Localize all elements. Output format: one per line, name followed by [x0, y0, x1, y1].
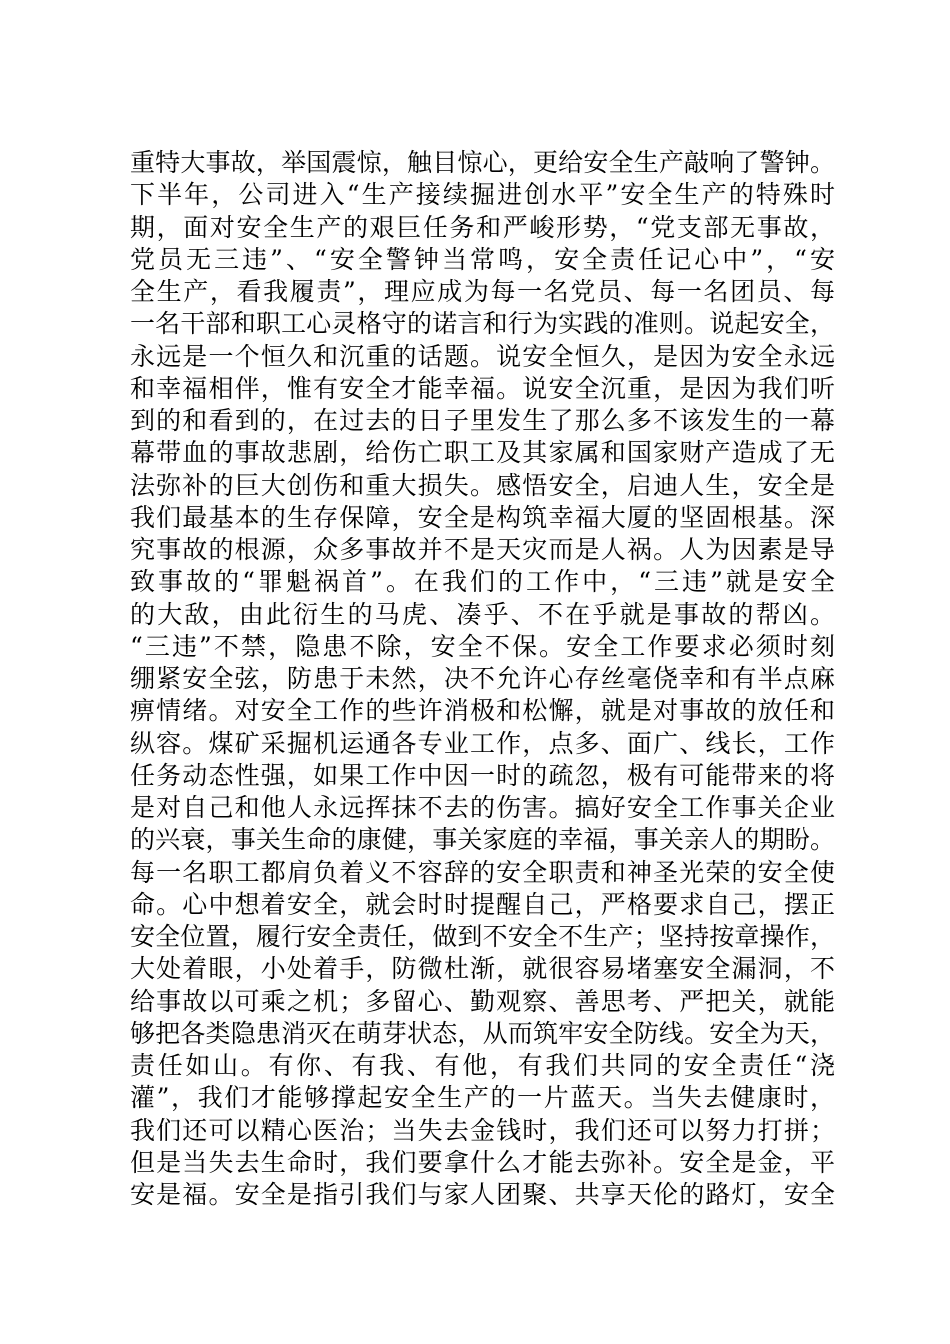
text-line: 痹情绪。对安全工作的些许消极和松懈，就是对事故的放任和: [130, 696, 835, 726]
text-line: 每一名职工都肩负着义不容辞的安全职责和神圣光荣的安全使: [130, 857, 835, 887]
text-line: 但是当失去生命时，我们要拿什么才能去弥补。安全是金，平: [130, 1147, 835, 1177]
text-line: “三违”不禁，隐患不除，安全不保。安全工作要求必须时刻: [130, 631, 835, 661]
text-line: 安全位置，履行安全责任，做到不安全不生产；坚持按章操作，: [130, 922, 835, 951]
text-line: 纵容。煤矿采掘机运通各专业工作，点多、面广、线长，工作: [130, 728, 835, 758]
text-line: 永远是一个恒久和沉重的话题。说安全恒久，是因为安全永远: [130, 341, 835, 371]
text-line: 和幸福相伴，惟有安全才能幸福。说安全沉重，是因为我们听: [130, 373, 835, 403]
text-line: 任务动态性强，如果工作中因一时的疏忽，极有可能带来的将: [130, 760, 835, 790]
text-line: 幕带血的事故悲剧，给伤亡职工及其家属和国家财产造成了无: [130, 438, 835, 468]
text-line: 一名干部和职工心灵格守的诺言和行为实践的准则。说起安全，: [130, 309, 835, 339]
text-line: 绷紧安全弦，防患于未然，决不允许心存丝毫侥幸和有半点麻: [130, 664, 835, 693]
text-line: 我们最基本的生存保障，安全是构筑幸福大厦的坚固根基。深: [130, 502, 835, 532]
text-line: 致事故的“罪魁祸首”。在我们的工作中，“三违”就是安全: [130, 567, 835, 597]
text-line: 党员无三违”、“安全警钟当常鸣，安全责任记心中”，“安: [130, 244, 835, 274]
text-line: 够把各类隐患消灭在萌芽状态，从而筑牢安全防线。安全为天，: [130, 1018, 835, 1048]
text-line: 命。心中想着安全，就会时时提醒自己，严格要求自己，摆正: [130, 889, 835, 919]
text-line: 下半年，公司进入“生产接续掘进创水平”安全生产的特殊时: [130, 180, 835, 210]
text-line: 我们还可以精心医治；当失去金钱时，我们还可以努力打拼；: [130, 1115, 835, 1145]
text-line: 灌”，我们才能够撑起安全生产的一片蓝天。当失去健康时，: [130, 1083, 835, 1113]
text-line: 的兴衰，事关生命的康健，事关家庭的幸福，事关亲人的期盼。: [130, 825, 835, 855]
text-line: 到的和看到的，在过去的日子里发生了那么多不该发生的一幕: [130, 406, 835, 435]
text-line: 责任如山。有你、有我、有他，有我们共同的安全责任“浇: [130, 1051, 835, 1080]
text-line: 给事故以可乘之机；多留心、勤观察、善思考、严把关，就能: [130, 986, 835, 1016]
text-line: 安是福。安全是指引我们与家人团聚、共享天伦的路灯，安全: [130, 1180, 835, 1209]
text-line: 重特大事故，举国震惊，触目惊心，更给安全生产敲响了警钟。: [130, 148, 835, 177]
text-line: 全生产，看我履责”，理应成为每一名党员、每一名团员、每: [130, 277, 835, 306]
text-line: 大处着眼，小处着手，防微杜渐，就很容易堵塞安全漏洞，不: [130, 954, 835, 984]
text-line: 的大敌，由此衍生的马虎、凑乎、不在乎就是事故的帮凶。: [130, 599, 835, 629]
text-line: 期，面对安全生产的艰巨任务和严峻形势，“党支部无事故，: [130, 212, 835, 242]
text-line: 究事故的根源，众多事故并不是天灾而是人祸。人为因素是导: [130, 535, 835, 564]
body-paragraph: [130, 147, 835, 1211]
text-line: 是对自己和他人永远挥抹不去的伤害。搞好安全工作事关企业: [130, 793, 835, 822]
text-line: 法弥补的巨大创伤和重大损失。感悟安全，启迪人生，安全是: [130, 470, 835, 500]
